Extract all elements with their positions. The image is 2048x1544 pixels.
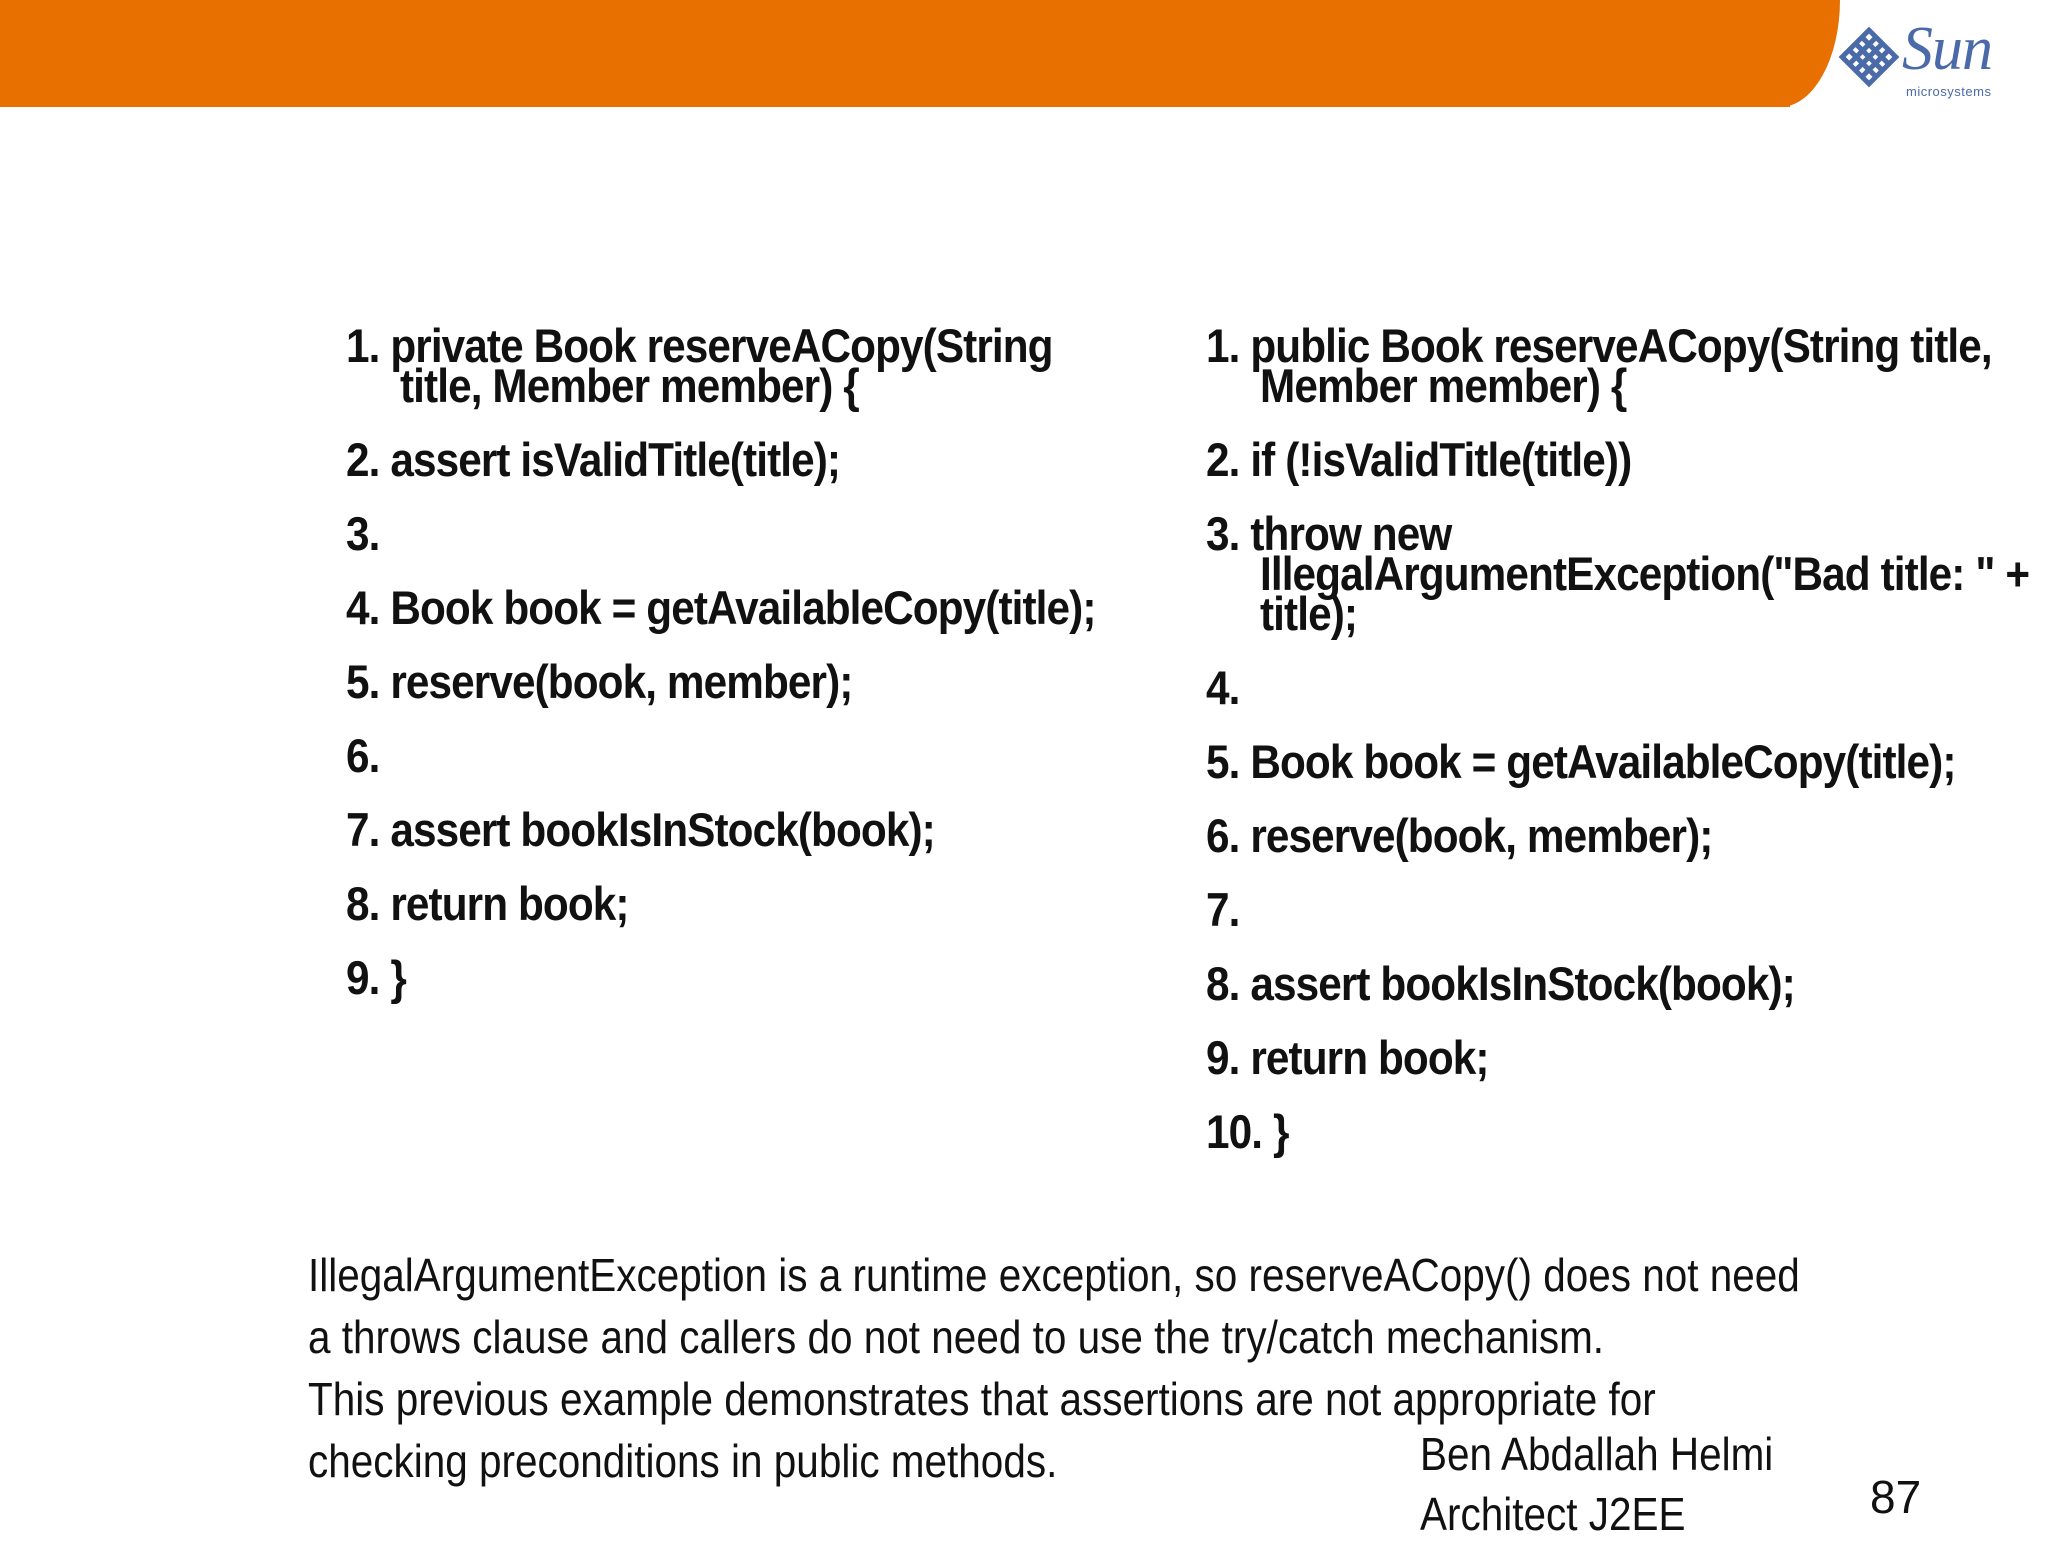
code-line: 2. if (!isValidTitle(title)): [1206, 433, 1632, 486]
code-line: 1. public Book reserveACopy(String title, Member member) {: [1206, 319, 2003, 412]
code-line: 8. return book;: [346, 877, 629, 930]
left-code-listing: [346, 319, 1120, 1032]
sun-diamond-logo-icon: [1838, 26, 1900, 88]
code-line: 7. assert bookIsInStock(book);: [346, 803, 935, 856]
right-code-listing: [1206, 319, 2048, 1186]
code-line: 6. reserve(book, member);: [1206, 809, 1713, 862]
code-line: 4.: [1206, 661, 1240, 714]
code-line: 3.: [346, 507, 380, 560]
code-line: 1. private Book reserveACopy(String title, Member member) {: [346, 319, 1064, 412]
sun-logo: [1838, 15, 2013, 102]
code-line: 4. Book book = getAvailableCopy(title);: [346, 581, 1096, 634]
code-line: 5. reserve(book, member);: [346, 655, 853, 708]
code-line: 7.: [1206, 883, 1240, 936]
header-bar: [0, 0, 1790, 107]
code-line: 10. }: [1206, 1105, 1289, 1158]
logo-subtitle: microsystems: [1906, 84, 1992, 99]
logo-wordmark: Sun: [1902, 15, 1992, 83]
code-line: 9. }: [346, 951, 406, 1004]
header-bar-curve: [1750, 0, 1840, 107]
author-credit: Ben Abdallah Helmi Architect J2EE: [1420, 1428, 1774, 1540]
code-line: 5. Book book = getAvailableCopy(title);: [1206, 735, 1956, 788]
code-line: 2. assert isValidTitle(title);: [346, 433, 841, 486]
code-line: 9. return book;: [1206, 1031, 1489, 1084]
code-line: 8. assert bookIsInStock(book);: [1206, 957, 1795, 1010]
code-line: 3. throw new IllegalArgumentException("Bad title: " + title);: [1206, 507, 2041, 640]
code-line: 6.: [346, 729, 380, 782]
explanation-paragraph: This previous example demonstrates that assertions are not appropriate for checking preconditions in public methods.: [308, 1373, 1656, 1487]
page-number: 87: [1870, 1471, 1922, 1523]
explanation-paragraph: IllegalArgumentException is a runtime exception, so reserveACopy() does not need a throws clause and callers do not need to use the try/catch mechanism.: [308, 1249, 1800, 1363]
